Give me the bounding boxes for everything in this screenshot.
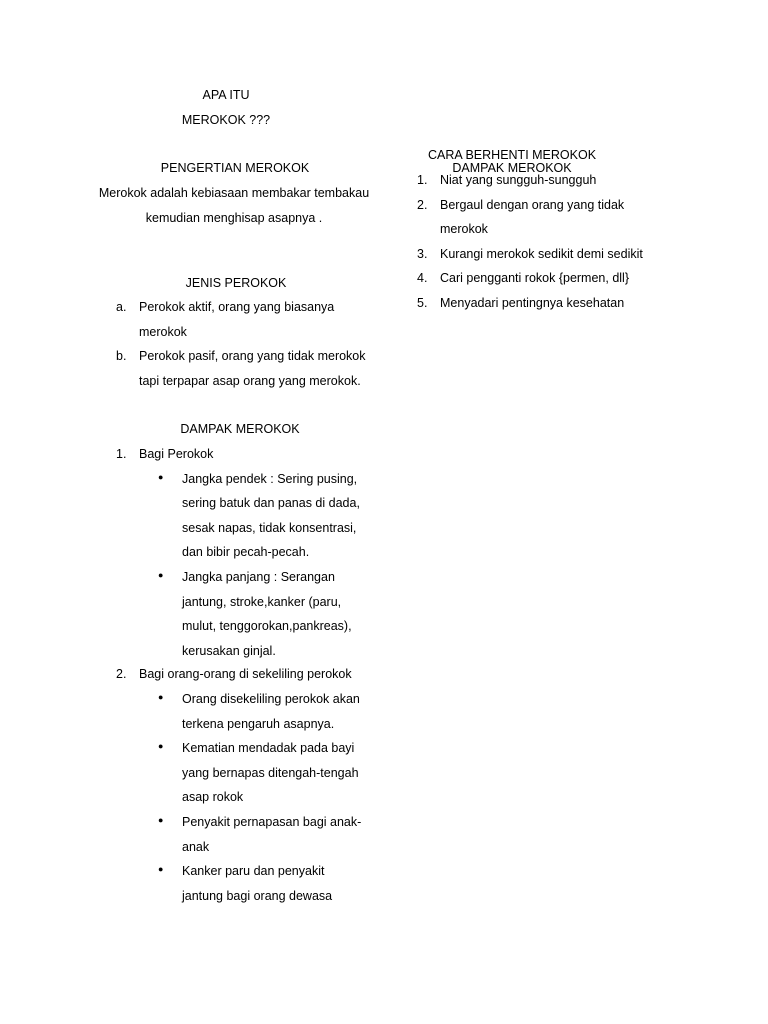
dampak-bullet-text: sesak napas, tidak konsentrasi,	[182, 520, 357, 535]
dampak-bullet-text: anak	[182, 839, 210, 854]
cara-item-marker: 1.	[417, 173, 428, 187]
bullet-icon: ●	[158, 471, 164, 482]
dampak-bullet-text: Penyakit pernapasan bagi anak-	[182, 815, 362, 829]
dampak-bullet-text: kerusakan ginjal.	[182, 643, 276, 658]
bullet-icon: ●	[158, 692, 164, 702]
dampak-bullet-text: asap rokok	[182, 790, 244, 805]
dampak-bullet-text: jantung, stroke,kanker (paru,	[182, 594, 342, 609]
title-line-1: APA ITU	[202, 88, 250, 102]
pengertian-text-line-2: kemudian menghisap asapnya .	[145, 211, 323, 225]
bullet-icon: ●	[158, 570, 164, 580]
dampak-bullet-text: Jangka panjang : Serangan	[182, 570, 335, 584]
cara-item-text: Niat yang sungguh-sungguh	[440, 173, 597, 187]
dampak-bullet-text: sering batuk dan panas di dada,	[182, 496, 360, 511]
cara-item-text: merokok	[440, 222, 488, 237]
cara-item-marker: 3.	[417, 246, 428, 261]
dampak-group-marker: 2.	[116, 667, 127, 682]
dampak-heading: DAMPAK MEROKOK	[180, 422, 300, 436]
cara-heading-line-1: CARA BERHENTI MEROKOK	[427, 148, 597, 162]
cara-item-marker: 4.	[417, 271, 428, 286]
pengertian-heading: PENGERTIAN MEROKOK	[160, 161, 310, 175]
jenis-item-marker: a.	[116, 300, 127, 314]
cara-item-marker: 2.	[417, 197, 428, 212]
bullet-icon: ●	[158, 815, 164, 825]
jenis-item-marker: b.	[116, 349, 127, 364]
dampak-bullet-text: Kematian mendadak pada bayi	[182, 741, 355, 756]
dampak-bullet-text: terkena pengaruh asapnya.	[182, 716, 335, 731]
jenis-item-text: Perokok pasif, orang yang tidak merokok	[139, 349, 366, 364]
dampak-group-label: Bagi Perokok	[139, 447, 214, 461]
dampak-bullet-text: jantung bagi orang dewasa	[182, 888, 333, 903]
cara-item-text: Bergaul dengan orang yang tidak	[440, 197, 625, 212]
dampak-bullet-text: Orang disekeliling perokok akan	[182, 692, 360, 706]
jenis-item-text: merokok	[139, 324, 187, 339]
cara-item-text: Kurangi merokok sedikit demi sedikit	[440, 246, 643, 261]
jenis-item-text: Perokok aktif, orang yang biasanya	[139, 300, 335, 314]
dampak-bullet-text: Jangka pendek : Sering pusing,	[182, 471, 358, 486]
cara-item-text: Cari pengganti rokok {permen, dll}	[440, 271, 630, 286]
jenis-item-text: tapi terpapar asap orang yang merokok.	[139, 373, 361, 388]
dampak-bullet-text: mulut, tenggorokan,pankreas),	[182, 619, 352, 634]
dampak-bullet-text: Kanker paru dan penyakit	[182, 864, 325, 879]
bullet-icon: ●	[158, 741, 164, 752]
dampak-bullet-text: dan bibir pecah-pecah.	[182, 545, 310, 560]
bullet-icon: ●	[158, 864, 164, 875]
pengertian-text-line-1: Merokok adalah kebiasaan membakar tembakau	[98, 186, 370, 200]
cara-item-text: Menyadari pentingnya kesehatan	[440, 296, 625, 310]
cara-heading-line-2: DAMPAK MEROKOK	[452, 161, 572, 175]
dampak-group-marker: 1.	[116, 447, 127, 461]
dampak-group-label: Bagi orang-orang di sekeliling perokok	[139, 667, 352, 682]
cara-item-marker: 5.	[417, 296, 428, 310]
dampak-bullet-text: yang bernapas ditengah-tengah	[182, 765, 359, 780]
jenis-heading: JENIS PEROKOK	[185, 276, 287, 290]
title-line-2: MEROKOK ???	[181, 113, 271, 127]
